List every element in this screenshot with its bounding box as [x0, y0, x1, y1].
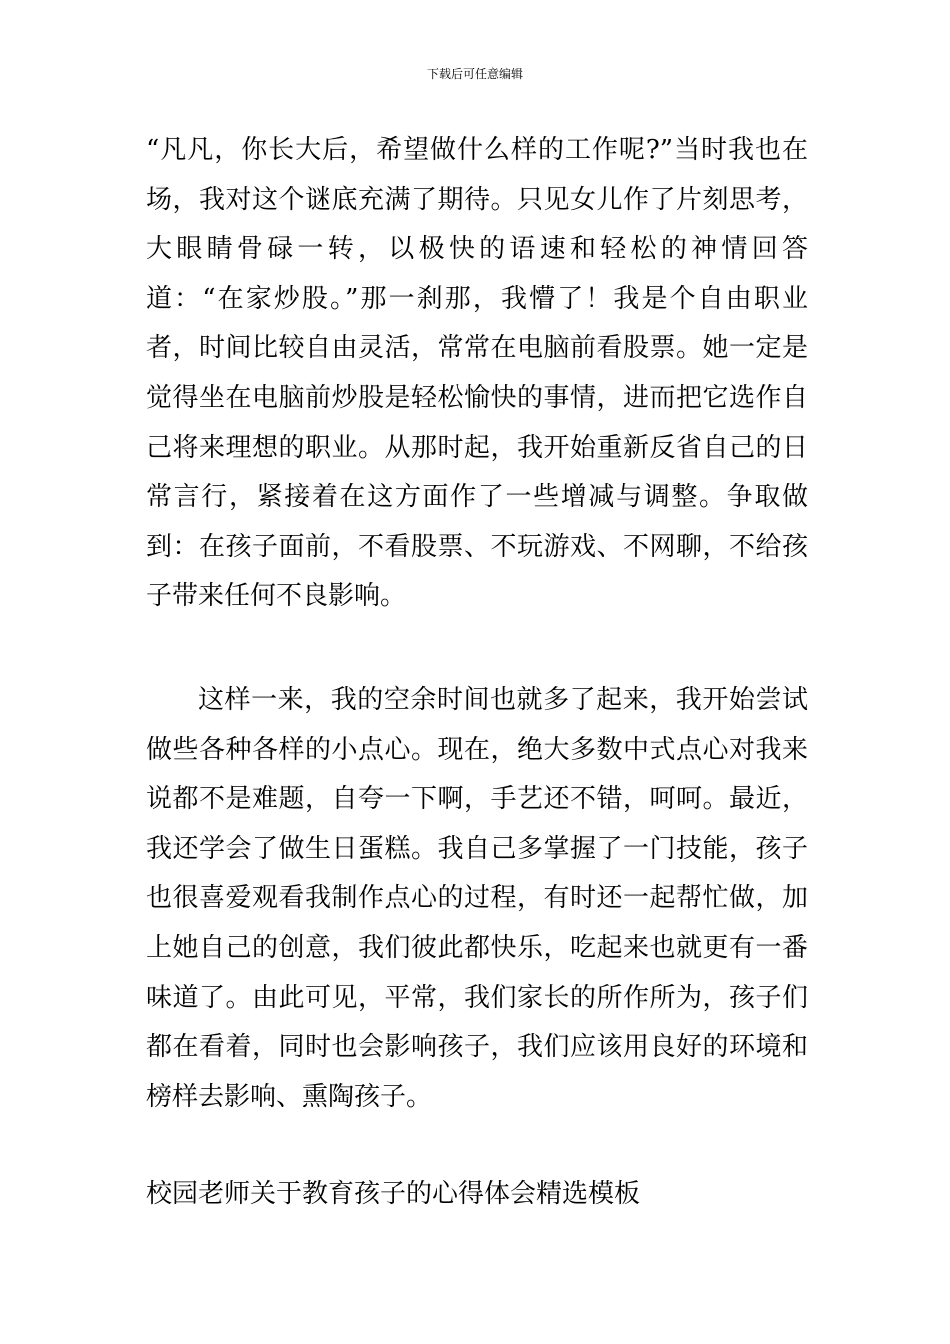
paragraph-2: 这样一来，我的空余时间也就多了起来，我开始尝试做些各种各样的小点心。现在，绝大多数中式点心对我来说都不是难题，自夸一下啊，手艺还不错，呵呵。最近，我还学会了做生日蛋糕。我自己多掌握了一门技能，孩子也很喜爱观看我制作点心的过程，有时还一起帮忙做，加上她自己的创意，我们彼此都快乐，吃起来也就更有一番味道了。由此可见，平常，我们家长的所作所为，孩子们都在看着，同时也会影响孩子，我们应该用良好的环境和榜样去影响、熏陶孩子。 — [146, 685, 808, 1112]
paragraph-1: “凡凡，你长大后，希望做什么样的工作呢?”当时我也在场，我对这个谜底充满了期待。只见女儿作了片刻思考，大眼睛骨碌一转，以极快的语速和轻松的神情回答道：“在家炒股。”那一刹那，我懵了！我是个自由职业者，时间比较自由灵活，常常在电脑前看股票。她一定是觉得坐在电脑前炒股是轻松愉快的事情，进而把它选作自己将来理想的职业。从那时起，我开始重新反省自己的日常言行，紧接着在这方面作了一些增减与调整。争取做到：在孩子面前，不看股票、不玩游戏、不网聊，不给孩子带来任何不良影响。 — [146, 135, 808, 612]
section-title: 校园老师关于教育孩子的心得体会精选模板 — [146, 1179, 641, 1209]
paragraph-1-block — [146, 126, 808, 622]
page-header: 下载后可任意编辑 — [426, 67, 523, 81]
paragraph-2-block — [146, 676, 808, 1122]
